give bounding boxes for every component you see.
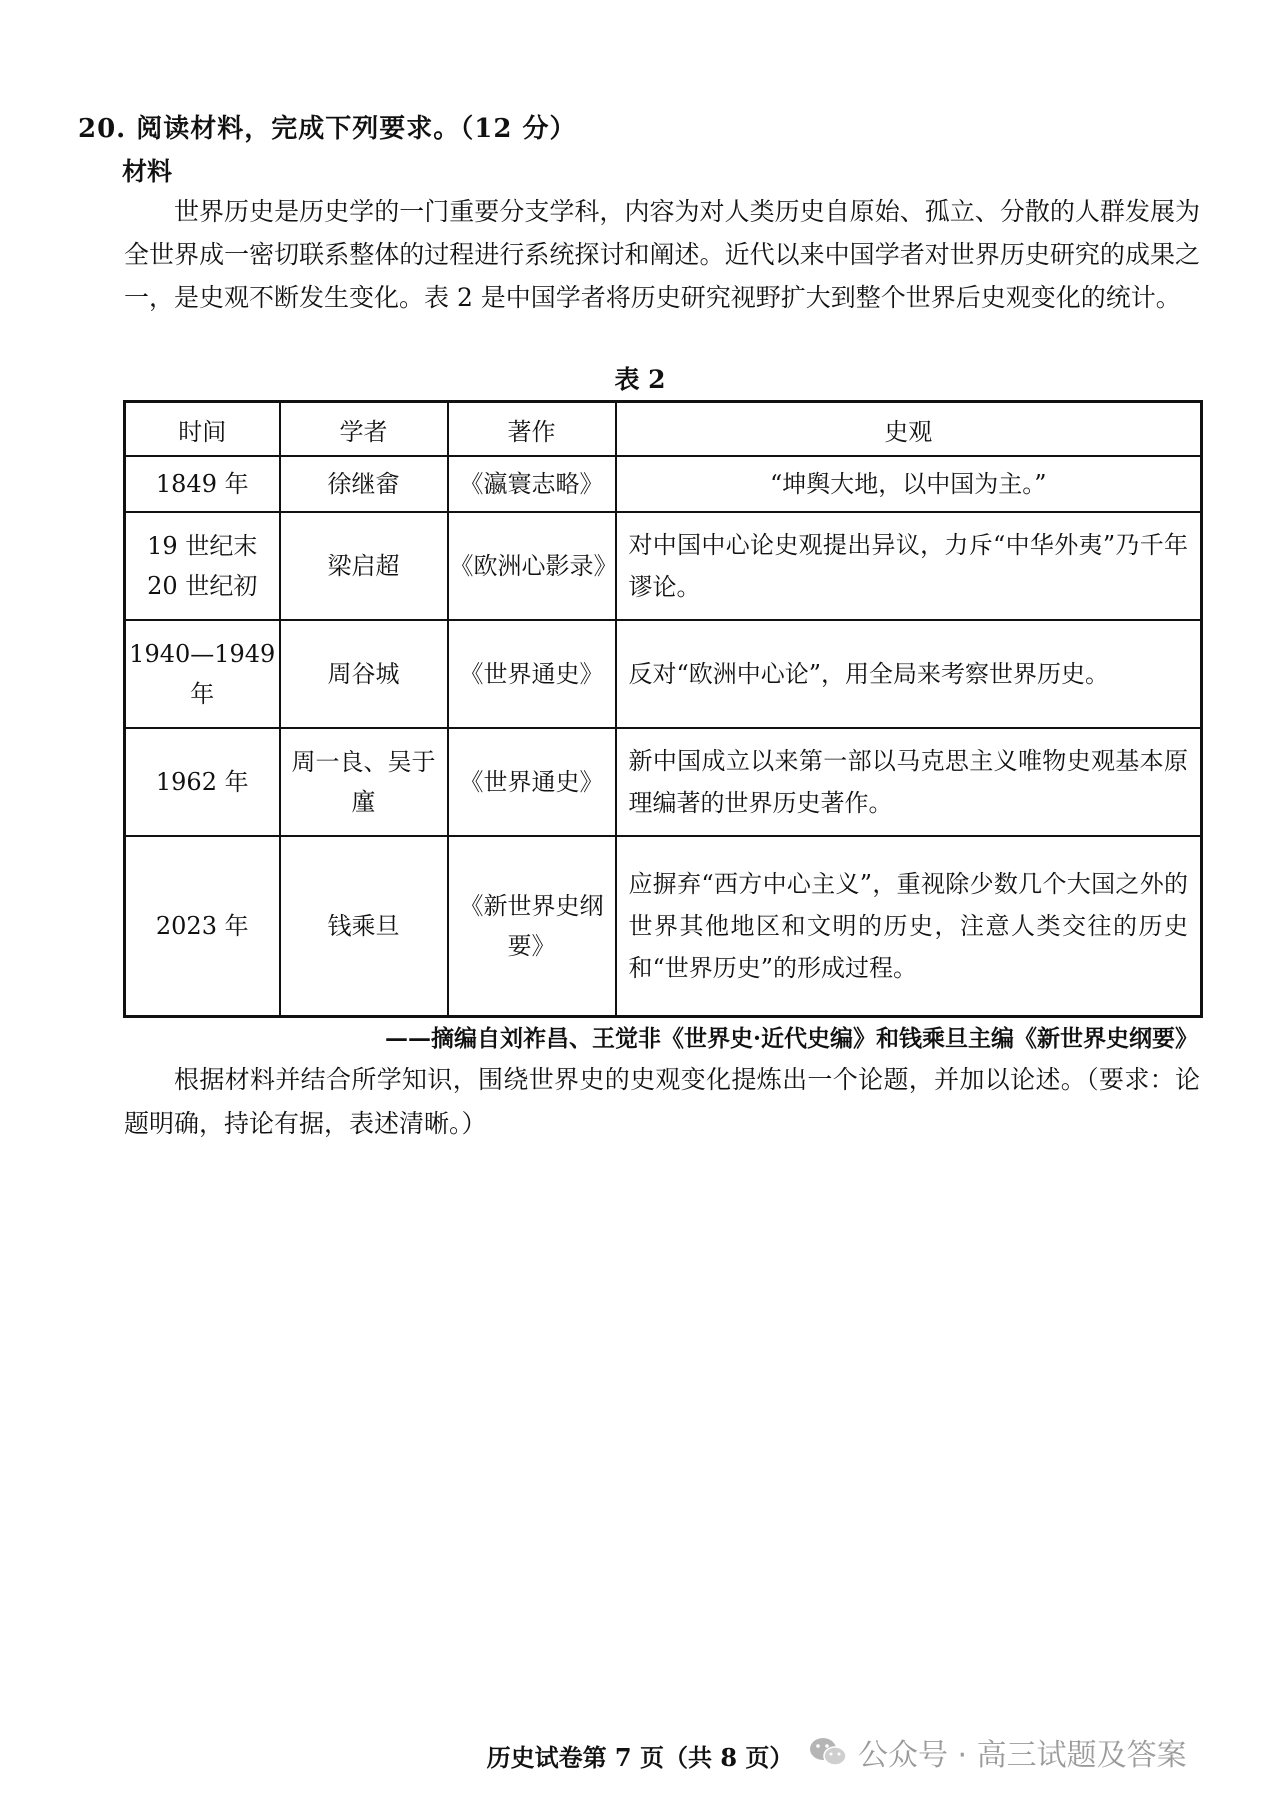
source-citation: ——摘编自刘祚昌、王觉非《世界史·近代史编》和钱乘旦主编《新世界史纲要》 [384,1025,1198,1052]
material-paragraph: 世界历史是历史学的一门重要分支学科，内容为对人类历史自原始、孤立、分散的人群发展为全世界成一密切联系整体的过程进行系统探讨和阐述。近代以来中国学者对世界历史研究的成果之一，是史观不断发生变化。表 2 是中国学者将历史研究视野扩大到整个世界后史观变化的统计。 [124,197,1200,312]
table-row [125,836,1202,1016]
cell-work: 《世界通史》 [448,728,616,836]
table-row [125,620,1202,728]
question-title: 20. 阅读材料，完成下列要求。（12 分） [78,114,577,144]
cell-time: 2023 年 [125,836,280,1016]
cell-view: 对中国中心论史观提出异议，力斥“中华外夷”乃千年谬论。 [616,512,1202,620]
cell-scholar: 徐继畲 [280,456,448,512]
cell-view: 应摒弃“西方中心主义”，重视除少数几个大国之外的世界其他地区和文明的历史，注意人类交往的历史和“世界历史”的形成过程。 [616,836,1202,1016]
watermark-text: 公众号 · 高三试题及答案 [858,1738,1187,1773]
cell-view: “坤舆大地，以中国为主。” [616,456,1202,512]
cell-work: 《世界通史》 [448,620,616,728]
table-title: 表 2 [614,365,666,394]
material-label: 材料 [122,157,173,186]
wechat-icon [808,1736,848,1768]
cell-scholar: 周一良、吴于廑 [280,728,448,836]
cell-work: 《新世界史纲要》 [448,836,616,1016]
cell-scholar: 周谷城 [280,620,448,728]
cell-work: 《瀛寰志略》 [448,456,616,512]
cell-view: 反对“欧洲中心论”，用全局来考察世界历史。 [616,620,1202,728]
table-header-row [125,402,1202,457]
table-row [125,512,1202,620]
header-work: 著作 [448,402,616,457]
cell-time: 19 世纪末 20 世纪初 [125,512,280,620]
task-prompt: 根据材料并结合所学知识，围绕世界史的史观变化提炼出一个论题，并加以论述。（要求：论题明确，持论有据，表述清晰。） [124,1065,1200,1138]
header-view: 史观 [616,402,1202,457]
table-row [125,456,1202,512]
history-view-table [123,400,1203,1018]
page-footer: 历史试卷第 7 页（共 8 页） [486,1743,794,1772]
header-scholar: 学者 [280,402,448,457]
cell-time: 1849 年 [125,456,280,512]
table-row [125,728,1202,836]
cell-scholar: 梁启超 [280,512,448,620]
cell-work: 《欧洲心影录》 [448,512,616,620]
cell-view: 新中国成立以来第一部以马克思主义唯物史观基本原理编著的世界历史著作。 [616,728,1202,836]
cell-time: 1962 年 [125,728,280,836]
watermark [808,1728,1187,1776]
header-time: 时间 [125,402,280,457]
cell-time: 1940—1949 年 [125,620,280,728]
cell-scholar: 钱乘旦 [280,836,448,1016]
